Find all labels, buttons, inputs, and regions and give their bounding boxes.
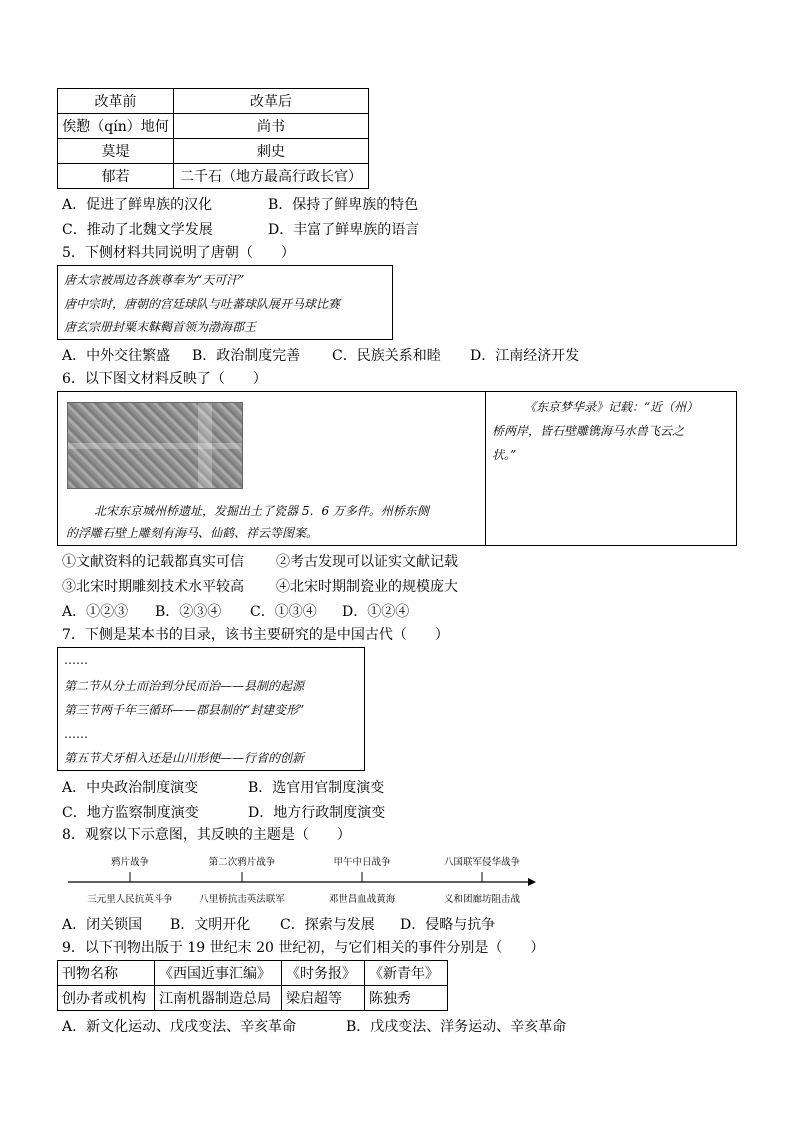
q5-option-c: C．民族关系和睦 xyxy=(332,348,441,364)
q6-statement-3: ③北宋时期雕刻技术水平较高 xyxy=(62,579,244,595)
table-cell: 陈独秀 xyxy=(365,986,448,1011)
q5-material-line-3: 唐玄宗册封粟末靺鞨首领为渤海郡王 xyxy=(64,320,257,334)
q6-option-a: A．①②③ xyxy=(62,604,129,620)
q6-quote-line-1: 《东京梦华录》记载：“近（州） xyxy=(524,400,699,414)
q7-option-c: C．地方监察制度演变 xyxy=(62,805,199,821)
q7-toc-ellipsis-1: …… xyxy=(64,653,88,667)
q8-timeline-diagram xyxy=(60,850,540,908)
timeline-top-label: 鸦片战争 xyxy=(110,857,150,868)
q8-option-c: C．探索与发展 xyxy=(280,917,375,933)
timeline-arrow xyxy=(528,878,536,886)
q5-option-b: B．政治制度完善 xyxy=(192,348,301,364)
q9-table xyxy=(57,960,448,1011)
q7-toc-line-2: 第二节从分土而治到分民而治——县制的起源 xyxy=(64,679,305,693)
timeline-top-label: 八国联军侵华战争 xyxy=(443,857,521,868)
table-cell: 刊物名称 xyxy=(58,961,155,986)
table-cell: 郁若 xyxy=(58,164,174,189)
q5-material-line-2: 唐中宗时，唐朝的宫廷球队与吐蕃球队展开马球比赛 xyxy=(64,297,341,311)
q4-option-a: A．促进了鲜卑族的汉化 xyxy=(62,197,213,213)
table-row xyxy=(58,986,448,1011)
timeline-bottom-label: 三元里人民抗英斗争 xyxy=(87,894,173,905)
table-cell: 刺史 xyxy=(174,139,369,164)
q6-quote-line-2: 桥两岸，皆石壁雕镌海马水兽飞云之 xyxy=(492,424,685,438)
q9-stem: 9．以下刊物出版于 19 世纪末 20 世纪初，与它们相关的事件分别是（ ） xyxy=(62,940,545,956)
table-row xyxy=(58,114,369,139)
q6-stem: 6．以下图文材料反映了（ ） xyxy=(62,371,267,387)
q5-option-d: D．江南经济开发 xyxy=(470,348,580,364)
q6-option-b: B．②③④ xyxy=(155,604,222,620)
table-cell: 尚书 xyxy=(174,114,369,139)
q5-material-box xyxy=(57,265,393,340)
q9-option-b: B．戊戌变法、洋务运动、辛亥革命 xyxy=(346,1019,567,1035)
timeline-bottom-label: 义和团廊坊阻击战 xyxy=(443,894,521,905)
table-cell: 俟懃（qín）地何 xyxy=(58,114,174,139)
q8-stem: 8．观察以下示意图，其反映的主题是（ ） xyxy=(62,827,351,843)
q5-material-line-1: 唐太宗被周边各族尊奉为“天可汗” xyxy=(64,273,245,287)
table-cell: 梁启超等 xyxy=(282,986,365,1011)
q8-option-a: A．闭关锁国 xyxy=(62,917,143,933)
q7-toc-line-3: 第三节两千年三循环——郡县制的“封建变形” xyxy=(64,703,305,717)
q7-toc-ellipsis-2: …… xyxy=(64,727,88,741)
q4-header-after: 改革后 xyxy=(174,89,369,114)
q7-option-d: D．地方行政制度演变 xyxy=(248,805,386,821)
q6-material-box xyxy=(57,391,737,546)
q6-caption-line-1: 北宋东京城州桥遗址，发掘出土了瓷器 5．6 万多件。州桥东侧 xyxy=(94,504,429,518)
table-cell: 创办者或机构 xyxy=(58,986,155,1011)
q5-option-a: A．中外交往繁盛 xyxy=(62,348,171,364)
q9-option-a: A．新文化运动、戊戌变法、辛亥革命 xyxy=(62,1019,297,1035)
q6-divider xyxy=(485,392,486,545)
table-row xyxy=(58,164,369,189)
q8-option-d: D．侵略与抗争 xyxy=(400,917,496,933)
q4-option-b: B．保持了鲜卑族的特色 xyxy=(268,197,419,213)
q8-option-b: B．文明开化 xyxy=(170,917,251,933)
table-row xyxy=(58,961,448,986)
q6-quote-line-3: 状。” xyxy=(492,448,517,462)
timeline-bottom-label: 邓世昌血战黄海 xyxy=(328,894,396,905)
table-cell: 二千石（地方最高行政长官） xyxy=(174,164,369,189)
q7-toc-box xyxy=(57,647,365,771)
q4-option-c: C．推动了北魏文学发展 xyxy=(62,222,213,238)
q6-option-d: D．①②④ xyxy=(342,604,410,620)
table-cell: 《西国近事汇编》 xyxy=(155,961,282,986)
q4-table xyxy=(57,88,369,189)
q6-option-c: C．①③④ xyxy=(250,604,317,620)
timeline-top-label: 第二次鸦片战争 xyxy=(208,857,276,868)
q4-option-d: D．丰富了鲜卑族的语言 xyxy=(268,222,420,238)
q6-statement-1: ①文献资料的记载都真实可信 xyxy=(62,554,244,570)
q6-statement-4: ④北宋时期制瓷业的规模庞大 xyxy=(276,579,458,595)
q4-header-before: 改革前 xyxy=(58,89,174,114)
q7-option-b: B．选官用官制度演变 xyxy=(248,780,385,796)
table-cell: 江南机器制造总局 xyxy=(155,986,282,1011)
table-row xyxy=(58,139,369,164)
q6-statement-2: ②考古发现可以证实文献记载 xyxy=(276,554,458,570)
q7-option-a: A．中央政治制度演变 xyxy=(62,780,199,796)
table-cell: 莫堤 xyxy=(58,139,174,164)
table-row xyxy=(58,89,369,114)
q7-stem: 7．下侧是某本书的目录，该书主要研究的是中国古代（ ） xyxy=(62,627,449,643)
timeline-top-label: 甲午中日战争 xyxy=(333,857,391,868)
relief-photo-image xyxy=(67,402,243,489)
q7-toc-line-5: 第五节犬牙相入还是山川形便——行省的创新 xyxy=(64,751,305,765)
q6-caption-line-2: 的浮雕石壁上雕刻有海马、仙鹤、祥云等图案。 xyxy=(66,526,319,540)
table-cell: 《新青年》 xyxy=(365,961,448,986)
table-cell: 《时务报》 xyxy=(282,961,365,986)
q5-stem: 5．下侧材料共同说明了唐朝（ ） xyxy=(62,245,295,261)
timeline-bottom-label: 八里桥抗击英法联军 xyxy=(199,894,285,905)
